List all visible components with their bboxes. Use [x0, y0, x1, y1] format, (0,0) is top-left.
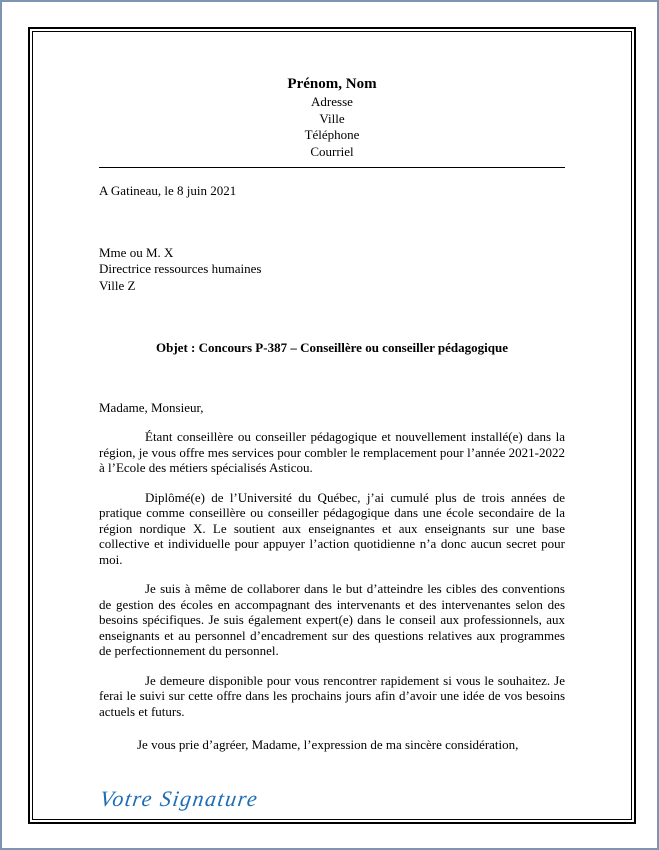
sender-phone-line: Téléphone	[304, 127, 360, 142]
date-line: A Gatineau, le 8 juin 2021	[99, 183, 237, 198]
paragraph-intro: Étant conseillère ou conseiller pédagogique et nouvellement installé(e) dans la région, je vous offre mes services pour combler le remplacement pour l’année 2021-2022 à l’Ecole des métiers spécialisés Asticou.	[99, 429, 565, 475]
recipient-title: Directrice ressources humaines	[99, 261, 262, 276]
salutation: Madame, Monsieur,	[99, 399, 204, 415]
paragraph-experience: Diplômé(e) de l’Université du Québec, j’ai cumulé plus de trois années de pratique comme conseillère ou conseiller pédagogique dans une école secondaire de la région nordique X. Le soutient aux enseignantes et aux enseignants sur une base collective et individuelle pour appuyer l’action quotidienne n’a donc aucun secret pour moi.	[99, 489, 565, 567]
page-border-frame	[28, 27, 636, 824]
sender-header	[99, 74, 565, 160]
paragraph-availability: Je demeure disponible pour vous rencontrer rapidement si vous le souhaitez. Je ferai le suivi sur cette offre dans les prochains jours afin d’avoir une idée de vos besoins actuels et futurs.	[99, 672, 565, 719]
closing-line: Je vous prie d’agréer, Madame, l’expression de ma sincère considération,	[137, 737, 519, 752]
letter-body	[33, 32, 631, 809]
recipient-city: Ville Z	[99, 277, 136, 293]
sender-address-line: Adresse	[311, 94, 353, 109]
recipient-name: Mme ou M. X	[99, 244, 174, 260]
sender-city-line: Ville	[319, 110, 345, 126]
signature-script: Votre Signature	[98, 785, 261, 811]
subject-line: Objet : Concours P-387 – Conseillère ou conseiller pédagogique	[156, 340, 508, 355]
page-border-inner-frame	[32, 31, 632, 820]
paragraph-skills: Je suis à même de collaborer dans le but d’atteindre les cibles des conventions de gestion des écoles en accompagnant des intervenants et des intervenantes selon des besoins spécifiques. Je suis également expert(e) dans le conseil aux professionnels, aux enseignants et au personnel d’encadrement sur des questions relatives aux programmes de perfectionnement du personnel.	[99, 581, 565, 658]
recipient-block	[99, 245, 565, 295]
sender-name: Prénom, Nom	[287, 76, 377, 92]
header-divider	[99, 167, 565, 168]
sender-email-line: Courriel	[310, 143, 354, 159]
